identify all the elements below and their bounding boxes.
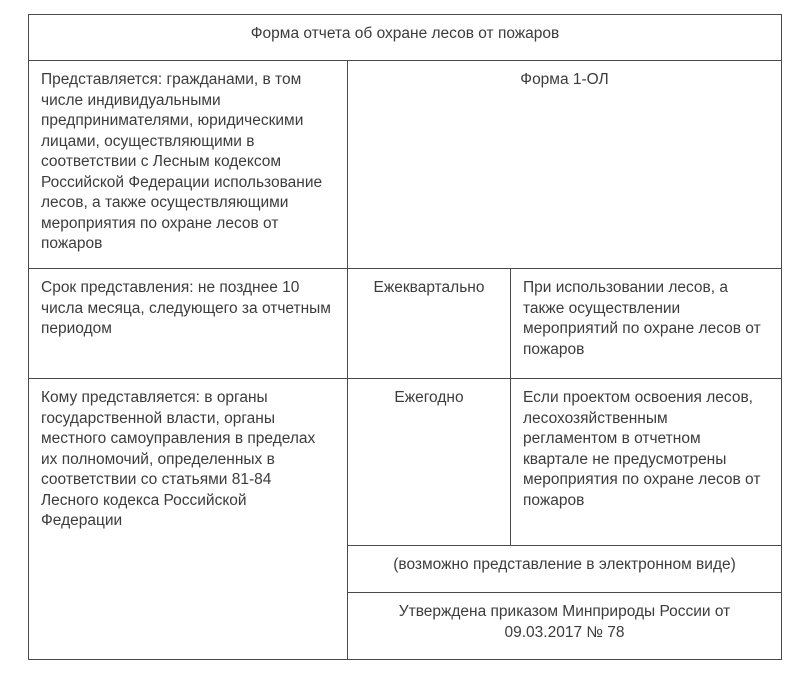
presented-by-row bbox=[29, 61, 782, 269]
approval-text: Утверждена приказом Минприроды России от 09.03.2017 № 78 bbox=[398, 603, 731, 641]
quarterly-label-cell: Ежеквартально bbox=[348, 269, 511, 379]
recipient-cell: Кому представляется: в органы государственной власти, органы местного самоуправления в пределах их полномочий, определенных в соответствии со статьями 81-84 Лесного кодекса Российской Федерации bbox=[29, 379, 348, 660]
form-title: Форма отчета об охране лесов от пожаров bbox=[29, 15, 782, 61]
annual-label-cell: Ежегодно bbox=[348, 379, 511, 546]
approval-cell bbox=[348, 593, 782, 660]
annual-condition-cell: Если проектом освоения лесов, лесохозяйственным регламентом в отчетном квартале не предусмотрены мероприятия по охране лесов от пожаров bbox=[511, 379, 782, 546]
form-code-cell: Форма 1-ОЛ bbox=[348, 61, 782, 269]
deadline-cell: Срок представления: не позднее 10 числа месяца, следующего за отчетным периодом bbox=[29, 269, 348, 379]
title-row bbox=[29, 15, 782, 61]
annual-row bbox=[29, 379, 782, 546]
quarterly-row bbox=[29, 269, 782, 379]
presented-by-cell: Представляется: гражданами, в том числе индивидуальными предпринимателями, юридическими лицами, осуществляющими в соответствии с Лесным кодексом Российской Федерации использование лесов, а также осуществляющими мероприятия по охране лесов от пожаров bbox=[29, 61, 348, 269]
quarterly-condition-cell: При использовании лесов, а также осуществлении мероприятий по охране лесов от пожаров bbox=[511, 269, 782, 379]
report-form-table bbox=[28, 14, 782, 660]
electronic-note-cell: (возможно представление в электронном виде) bbox=[348, 546, 782, 593]
